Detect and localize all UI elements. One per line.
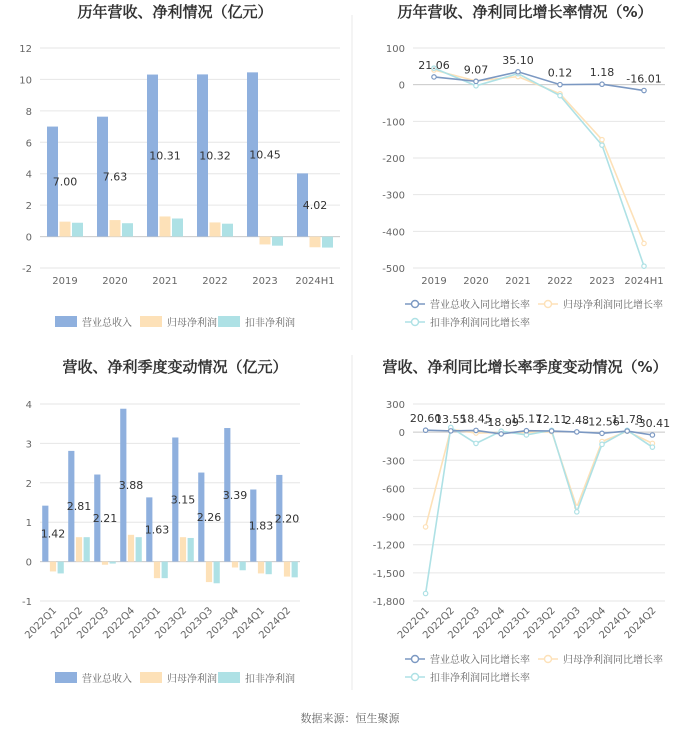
quarter-line-data-label: 20.60: [409, 412, 442, 426]
quarter-bar-data-label: 2.26: [196, 511, 222, 525]
annual-bar-data-label: 7.00: [52, 175, 78, 189]
quarter-bar-bar-net-profit: [50, 562, 56, 572]
annual-line-xtick: 2023: [589, 276, 615, 287]
annual-line-ytick: -200: [382, 154, 405, 165]
annual-bar-bar-net-profit: [160, 216, 171, 236]
quarter-bar-bar-deducted: [110, 562, 116, 564]
annual-line-data-label: 1.18: [589, 66, 615, 80]
quarter-bar-data-label: 2.21: [92, 512, 118, 526]
annual-line-point: [558, 93, 562, 97]
annual-bar-bar-net-profit: [60, 222, 71, 237]
annual-line-xtick: 2024H1: [624, 276, 664, 287]
quarter-line-point: [474, 441, 478, 445]
quarter-line-ytick: -300: [382, 456, 405, 468]
annual-bar-bar-deducted: [172, 219, 183, 237]
quarter-line-legend-swatch: [412, 674, 419, 681]
quarter-bar-bar-deducted: [266, 562, 272, 575]
annual-bar-legend-swatch: [218, 316, 240, 327]
quarter-bar-ytick: 2: [25, 478, 32, 490]
annual-line-ytick: -500: [382, 264, 405, 275]
annual-line-point: [474, 84, 478, 88]
quarter-bar-xtick: 2022Q4: [101, 605, 138, 642]
annual-bar-xtick: 2020: [102, 276, 128, 287]
quarter-bar-bar-deducted: [214, 562, 220, 584]
annual-line-point: [642, 88, 646, 92]
annual-bar-bar-deducted: [122, 223, 133, 236]
quarter-bar-xtick: 2023Q3: [179, 605, 216, 642]
quarter-line-point: [625, 429, 629, 433]
quarter-bar-data-label: 2.20: [274, 512, 300, 526]
quarter-line-line-deducted-growth: [426, 427, 653, 593]
quarter-line-point: [650, 433, 654, 437]
quarter-line-legend-label: 营业总收入同比增长率: [430, 655, 530, 666]
quarter-bar-xtick: 2022Q3: [75, 605, 112, 642]
quarter-line-data-label: 18.45: [460, 412, 492, 426]
annual-line-ytick: 0: [398, 80, 405, 92]
annual-bar-bar-net-profit: [310, 237, 321, 248]
quarter-line-xtick: 2024Q2: [622, 605, 659, 642]
annual-bar-bar-net-profit: [210, 222, 221, 236]
quarter-bar-xtick: 2024Q2: [257, 605, 294, 642]
annual-bar-ytick: 4: [25, 169, 32, 181]
annual-line-point: [474, 79, 478, 83]
quarter-bar-ytick: 1: [25, 518, 32, 530]
quarter-bar-bar-net-profit: [102, 562, 108, 565]
quarter-bar-legend-swatch: [218, 672, 240, 683]
quarter-line-ytick: -1,200: [372, 540, 405, 552]
annual-bar-xtick: 2023: [252, 276, 278, 287]
annual-line-point: [516, 70, 520, 74]
quarter-line-point: [423, 591, 427, 595]
quarter-line-data-label: 12.11: [535, 413, 568, 427]
quarter-line-ytick: -900: [382, 512, 405, 524]
source-note: 数据来源：恒生聚源: [300, 712, 400, 725]
annual-bar-legend-swatch: [55, 316, 77, 327]
quarter-bar-data-label: 2.81: [66, 500, 92, 514]
annual-bar-xtick: 2021: [152, 276, 178, 287]
annual-line-data-label: 0.12: [547, 66, 573, 80]
quarter-line-point: [474, 428, 478, 432]
annual-line-legend-swatch: [412, 301, 419, 308]
annual-bar-ytick: 6: [25, 138, 32, 150]
quarter-line-ytick: -1,800: [372, 597, 405, 608]
quarter-bar-data-label: 3.15: [170, 493, 196, 507]
quarter-bar-bar-deducted: [84, 537, 90, 561]
quarter-bar-bar-net-profit: [258, 562, 264, 574]
quarter-line-data-label: 15.17: [510, 412, 543, 426]
annual-line-title: 历年营收、净利同比增长率情况（%）: [397, 3, 653, 21]
annual-bar-ytick: -2: [22, 264, 32, 275]
annual-bar-ytick: 8: [25, 106, 32, 118]
annual-line-point: [600, 143, 604, 147]
annual-line-legend-label: 营业总收入同比增长率: [430, 300, 530, 311]
quarter-bar-bar-net-profit: [76, 537, 82, 561]
annual-bar-ytick: 12: [19, 44, 32, 55]
quarter-line-ytick: 300: [385, 400, 405, 411]
quarter-line-legend-swatch: [412, 656, 419, 663]
quarter-line-ytick: -600: [382, 484, 405, 496]
annual-bar-legend-swatch: [140, 316, 162, 327]
quarter-bar-ytick: -1: [22, 597, 32, 608]
quarter-line-point: [524, 429, 528, 433]
quarter-bar-data-label: 3.88: [118, 479, 144, 493]
annual-line-legend-label: 归母净利润同比增长率: [563, 300, 663, 311]
annual-bar-data-label: 7.63: [102, 170, 128, 184]
annual-line-xtick: 2022: [547, 276, 573, 287]
annual-line-data-label: -16.01: [626, 72, 662, 86]
annual-line-legend-label: 扣非净利润同比增长率: [430, 318, 530, 329]
annual-bar-data-label: 4.02: [302, 198, 328, 212]
quarter-bar-ytick: 0: [25, 557, 32, 569]
quarter-line-data-label: -30.41: [634, 416, 671, 430]
annual-bar-bar-net-profit: [260, 237, 271, 245]
quarter-bar-legend-swatch: [55, 672, 77, 683]
annual-bar-bar-deducted: [72, 223, 83, 237]
quarter-bar-ytick: 3: [25, 439, 32, 451]
quarter-bar-bar-net-profit: [128, 535, 134, 562]
quarter-bar-data-label: 1.83: [248, 519, 274, 533]
quarter-bar-xtick: 2022Q2: [49, 605, 86, 642]
quarter-line-xtick: 2023Q1: [496, 605, 533, 642]
annual-line-point: [432, 75, 436, 79]
quarter-line-legend-label: 扣非净利润同比增长率: [430, 673, 530, 684]
annual-line-xtick: 2020: [463, 276, 489, 287]
quarter-line-point: [449, 429, 453, 433]
quarter-line-point: [650, 445, 654, 449]
quarter-line-xtick: 2022Q1: [395, 605, 432, 642]
quarter-bar-bar-net-profit: [284, 562, 290, 577]
quarter-line-point: [423, 525, 427, 529]
annual-bar-bar-net-profit: [110, 220, 121, 237]
quarter-line-data-label: -12.56: [584, 415, 620, 429]
quarter-bar-legend-label: 归母净利润: [167, 674, 217, 685]
annual-line-ytick: 100: [385, 44, 405, 55]
quarter-bar-xtick: 2023Q4: [205, 605, 242, 642]
quarter-bar-title: 营收、净利季度变动情况（亿元）: [62, 358, 288, 376]
annual-bar-xtick: 2019: [52, 276, 78, 287]
annual-bar-xtick: 2024H1: [295, 276, 335, 287]
annual-bar-bar-deducted: [322, 237, 333, 248]
quarter-bar-bar-deducted: [136, 537, 142, 561]
annual-bar-title: 历年营收、净利情况（亿元）: [77, 3, 273, 21]
annual-line-point: [600, 137, 604, 141]
annual-bar-legend-label: 扣非净利润: [245, 318, 295, 329]
annual-line-legend-swatch: [412, 319, 419, 326]
annual-bar-legend-label: 营业总收入: [82, 318, 132, 329]
quarter-bar-xtick: 2023Q1: [127, 605, 164, 642]
quarter-line-point: [600, 442, 604, 446]
annual-line-data-label: 9.07: [463, 63, 489, 77]
annual-line-ytick: -300: [382, 190, 405, 202]
annual-bar-ytick: 2: [25, 201, 32, 213]
quarter-bar-data-label: 1.63: [144, 523, 170, 537]
quarter-line-line-net-profit-growth: [426, 429, 653, 527]
quarter-bar-bar-net-profit: [154, 562, 160, 579]
annual-line-xtick: 2019: [421, 276, 447, 287]
quarter-line-xtick: 2022Q4: [471, 605, 508, 642]
annual-bar-legend-label: 归母净利润: [167, 318, 217, 329]
annual-bar-bar-deducted: [222, 224, 233, 237]
annual-bar-data-label: 10.31: [149, 149, 181, 163]
annual-bar-ytick: 10: [19, 75, 32, 87]
quarter-bar-bar-net-profit: [180, 537, 186, 561]
annual-line-ytick: -400: [382, 227, 405, 239]
quarter-line-point: [575, 510, 579, 514]
annual-line-point: [642, 241, 646, 245]
quarter-line-point: [423, 428, 427, 432]
annual-bar-ytick: 0: [25, 232, 32, 244]
annual-bar-bar-deducted: [272, 237, 283, 246]
annual-line-legend-swatch: [545, 301, 552, 308]
quarter-line-point: [499, 432, 503, 436]
quarter-bar-bar-deducted: [162, 562, 168, 579]
quarter-line-point: [600, 431, 604, 435]
quarter-line-point: [549, 429, 553, 433]
quarter-line-xtick: 2022Q2: [421, 605, 457, 642]
quarter-bar-data-label: 1.42: [40, 527, 66, 541]
quarter-bar-bar-deducted: [188, 538, 194, 562]
annual-bar-data-label: 10.32: [199, 149, 231, 163]
annual-line-line-net-profit-growth: [434, 70, 644, 243]
quarter-line-point: [575, 430, 579, 434]
annual-line-data-label: 35.10: [502, 53, 534, 67]
quarter-line-data-label: 11.78: [611, 413, 643, 427]
quarter-line-xtick: 2022Q3: [446, 605, 483, 642]
quarter-bar-xtick: 2022Q1: [23, 605, 60, 642]
annual-bar-data-label: 10.45: [249, 148, 281, 162]
quarter-bar-bar-net-profit: [232, 562, 238, 568]
quarter-bar-legend-swatch: [140, 672, 162, 683]
quarter-bar-xtick: 2024Q1: [231, 605, 268, 642]
quarter-bar-legend-label: 营业总收入: [82, 674, 132, 685]
quarter-line-ytick: 0: [398, 428, 405, 440]
quarter-line-ytick: -1,500: [372, 568, 405, 580]
annual-line-point: [642, 264, 646, 268]
quarter-line-xtick: 2024Q1: [597, 605, 634, 642]
quarter-line-data-label: -18.99: [483, 415, 519, 429]
quarter-line-legend-swatch: [545, 656, 552, 663]
quarter-bar-data-label: 3.39: [222, 488, 248, 502]
quarter-line-xtick: 2023Q4: [572, 605, 609, 642]
annual-line-point: [558, 82, 562, 86]
annual-line-xtick: 2021: [505, 276, 531, 287]
annual-bar-xtick: 2022: [202, 276, 228, 287]
quarter-bar-bar-net-profit: [206, 562, 212, 582]
quarter-line-xtick: 2023Q3: [547, 605, 583, 642]
annual-line-ytick: -100: [382, 117, 405, 129]
quarter-bar-legend-label: 扣非净利润: [245, 674, 295, 685]
quarter-line-title: 营收、净利同比增长率季度变动情况（%）: [382, 358, 668, 376]
quarter-line-xtick: 2023Q2: [521, 605, 558, 642]
quarter-line-data-label: 2.48: [564, 413, 590, 427]
quarter-bar-xtick: 2023Q2: [153, 605, 190, 642]
quarter-line-legend-label: 归母净利润同比增长率: [563, 655, 663, 666]
quarter-bar-bar-deducted: [58, 562, 64, 574]
annual-line-data-label: 21.06: [418, 58, 450, 72]
quarter-bar-bar-deducted: [292, 562, 298, 578]
quarter-bar-bar-deducted: [240, 562, 246, 571]
annual-line-point: [600, 82, 604, 86]
quarter-bar-ytick: 4: [25, 400, 32, 411]
quarter-line-data-label: 13.55: [435, 412, 467, 426]
